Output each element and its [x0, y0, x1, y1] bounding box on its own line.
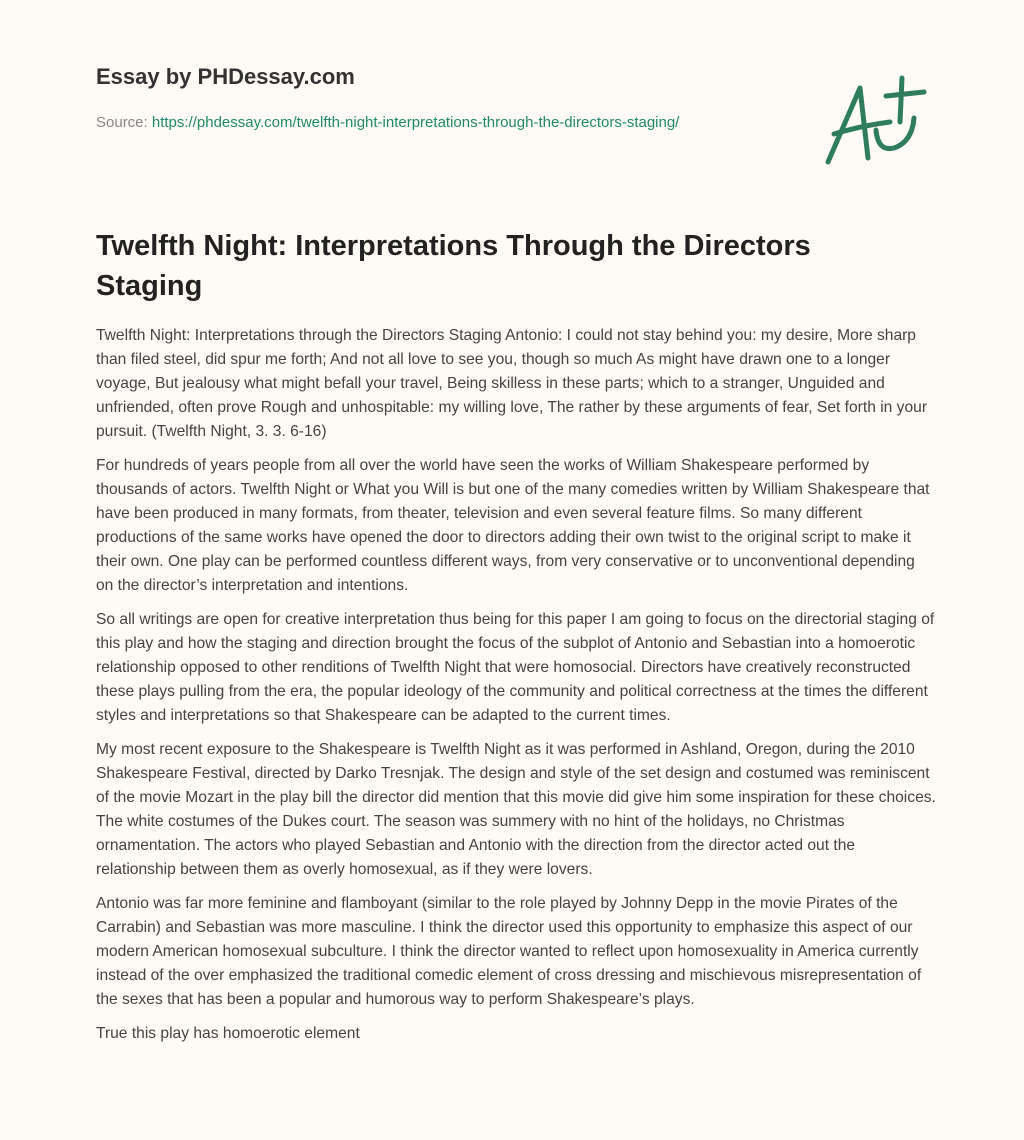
paragraph: Antonio was far more feminine and flamboyant (similar to the role played by Johnny Depp in the movie Pirates of the Carrabin) and Sebastian was more masculine. I think the director used this opportunity to emphasize this aspect of our modern American homosexual subculture. I think the director wanted to reflect upon homosexuality in America currently instead of the over emphasized the traditional comedic element of cross dressing and mischievous misrepresentation of the sexes that has been a popular and humorous way to perform Shakespeare’s plays. [96, 895, 922, 1008]
paragraph: My most recent exposure to the Shakespeare is Twelfth Night as it was performed in Ashland, Oregon, during the 2010 Shakespeare Festival, directed by Darko Tresnjak. The design and style of the set design and costumed was reminiscent of the movie Mozart in the play bill the director did mention that this movie did give him some inspiration for these choices. The white costumes of the Dukes court. The season was summery with no hint of the holidays, no Christmas ornamentation. The actors who played Sebastian and Antonio with the direction from the director acted out the relationship between them as overly homosexual, as if they were lovers. [96, 741, 936, 878]
essay-body [96, 324, 936, 1056]
source-line [96, 110, 716, 135]
source-link[interactable]: https://phdessay.com/twelfth-night-interpretations-through-the-directors-staging/ [151, 114, 680, 131]
site-brand: Essay by PHDessay.com [96, 64, 355, 89]
paragraph: Twelfth Night: Interpretations through the Directors Staging Antonio: I could not stay behind you: my desire, More sharp than filed steel, did spur me forth; And not all love to see you, though so much As might have drawn one to a longer voyage, But jealousy what might befall your travel, Being skilless in these parts; which to a stranger, Unguided and unfriended, often prove Rough and unhospitable: my willing love, The rather by these arguments of fear, Set forth in your pursuit. (Twelfth Night, 3. 3. 6-16) [96, 327, 928, 440]
paragraph: True this play has homoerotic element [96, 1025, 360, 1042]
page-title: Twelfth Night: Interpretations Through the Directors Staging [96, 230, 811, 302]
a-plus-logo-icon [820, 70, 930, 170]
paragraph: For hundreds of years people from all over the world have seen the works of William Shakespeare performed by thousands of actors. Twelfth Night or What you Will is but one of the many comedies written by William Shakespeare that have been produced in many formats, from theater, television and even several feature films. So many different productions of the same works have opened the door to directors adding their own twist to the original script to make it their own. One play can be performed countless different ways, from very conservative or to unconventional depending on the director’s interpretation and intentions. [96, 457, 930, 594]
paragraph: So all writings are open for creative interpretation thus being for this paper I am going to focus on the directorial staging of this play and how the staging and direction brought the focus of the subplot of Antonio and Sebastian into a homoerotic relationship opposed to other renditions of Twelfth Night that were homosocial. Directors have creatively reconstructed these plays pulling from the era, the popular ideology of the community and political correctness at the times the different styles and interpretations so that Shakespeare can be adapted to the current times. [96, 611, 935, 724]
source-label: Source: [96, 114, 152, 131]
